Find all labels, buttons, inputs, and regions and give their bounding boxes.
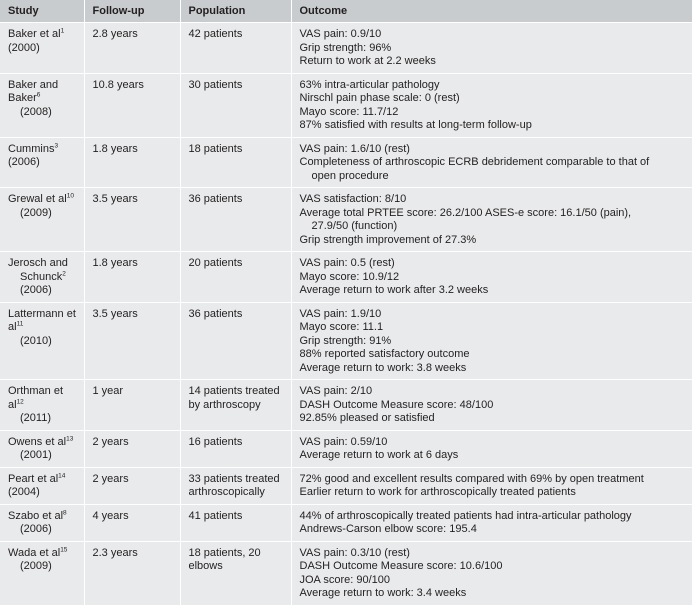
outcome-cell [291,380,692,431]
outcome-line: open procedure [311,169,389,182]
study-cell [0,188,84,252]
reference-number: 2 [62,269,66,277]
reference-number: 13 [66,434,74,442]
follow-up-cell: 2 years [84,430,180,467]
outcome-line: 27.9/50 (function) [311,220,398,232]
outcome-line: Grip strength improvement of 27.3% [299,233,477,246]
outcome-cell [291,467,692,504]
outcome-cell [291,23,692,74]
population-cell: 18 patients [180,137,291,188]
outcome-line: 88% reported satisfactory outcome [299,348,470,360]
follow-up-cell: 3.5 years [84,188,180,252]
outcome-cell [291,188,692,252]
reference-number: 12 [16,397,24,405]
reference-number: 15 [60,545,68,553]
outcome-line: Average return to work: 3.4 weeks [299,587,467,599]
study-cell [0,302,84,380]
outcome-cell [291,252,692,303]
outcome-line: Return to work at 2.2 weeks [299,55,436,67]
study-year: (2009) [20,206,52,219]
outcome-line: Completeness of arthroscopic ECRB debridement comparable to that of [299,156,650,168]
reference-number: 1 [60,27,65,35]
outcome-line: Average return to work: 3.8 weeks [299,361,467,374]
study-name: Jerosch and [8,257,68,269]
header-outcome: Outcome [291,0,692,23]
population-cell: 33 patients treated arthroscopically [180,467,291,504]
population-cell: 36 patients [180,302,291,380]
follow-up-cell: 10.8 years [84,73,180,137]
study-cell [0,23,84,74]
follow-up-cell: 4 years [84,504,180,541]
study-year: (2010) [20,334,52,347]
study-cell [0,504,84,541]
outcome-line: Andrews-Carson elbow score: 195.4 [299,523,477,535]
outcome-line: Average return to work after 3.2 weeks [299,284,489,296]
reference-number: 6 [36,91,41,99]
follow-up-cell: 3.5 years [84,302,180,380]
outcome-line: Earlier return to work for arthroscopically treated patients [299,486,576,498]
study-year: (2001) [20,449,52,461]
outcome-line: 87% satisfied with results at long-term follow-up [299,119,532,131]
outcome-line: Mayo score: 10.9/12 [299,270,400,283]
header-row [0,0,692,23]
table-row [0,252,692,303]
outcome-cell [291,302,692,380]
follow-up-cell: 2 years [84,467,180,504]
follow-up-cell: 1 year [84,380,180,431]
study-name: Wada et $al^{15}$ [8,545,68,559]
study-name: Peart et $al^{14}$ (2004) [8,471,66,498]
study-cell [0,73,84,137]
table-row [0,467,692,504]
population-cell: 20 patients [180,252,291,303]
study-year: (2011) [20,412,51,424]
outcome-line: 63% intra-articular pathology [299,78,440,91]
study-year: (2008) [20,105,52,118]
population-cell: 30 patients [180,73,291,137]
outcome-line: 92.85% pleased or satisfied [299,412,435,424]
outcome-cell [291,137,692,188]
population-cell: 36 patients [180,188,291,252]
outcome-cell [291,541,692,605]
study-year: (2009) [20,560,52,572]
outcome-line: VAS pain: 2/10 [299,385,373,397]
table-row [0,302,692,380]
study-cell [0,137,84,188]
population-cell: 16 patients [180,430,291,467]
study-name: Lattermann et $al^{11}$ [8,307,76,333]
table-row [0,430,692,467]
outcome-line: VAS pain: 0.59/10 [299,435,388,448]
study-cell [0,252,84,303]
header-follow-up: Follow-up [84,0,180,23]
population-cell: 18 patients, 20 elbows [180,541,291,605]
study-cell [0,541,84,605]
table-row [0,137,692,188]
outcome-line: 44% of arthroscopically treated patients had intra-articular pathology [299,509,632,522]
outcome-line: 72% good and excellent results compared with 69% by open treatment [299,472,644,485]
outcome-line: VAS satisfaction: 8/10 [299,193,407,205]
outcome-line: DASH Outcome Measure score: 48/100 [299,398,494,411]
outcome-line: VAS pain: 0.3/10 (rest) [299,546,410,559]
outcome-line: Average return to work at 6 days [299,449,459,461]
study-name: Cummins$^3$ (2006) [8,141,59,168]
study-name: Owens et $al^{13}$ [8,434,74,448]
table-row [0,23,692,74]
reference-number: 8 [63,508,67,516]
population-cell: 14 patients treated by arthroscopy [180,380,291,431]
study-cell [0,430,84,467]
study-name: Baker et $al^1$ (2000) [8,27,65,54]
table-row [0,188,692,252]
study-name: Orthman et $al^{12}$ [8,385,64,411]
study-cell [0,380,84,431]
reference-number: 11 [16,320,24,328]
outcome-line: VAS pain: 1.9/10 [299,307,382,320]
outcome-line: Mayo score: 11.1 [299,321,384,333]
follow-up-cell: 1.8 years [84,137,180,188]
outcome-line: Average total PRTEE score: 26.2/100 ASES-e score: 16.1/50 (pain), [299,206,632,219]
outcome-line: VAS pain: 0.5 (rest) [299,257,395,269]
outcome-line: JOA score: 90/100 [299,573,390,586]
reference-number: 10 [66,192,74,200]
follow-up-cell: 2.8 years [84,23,180,74]
table-row [0,541,692,605]
outcome-line: Nirschl pain phase scale: 0 (rest) [299,92,460,104]
study-name: Szabo et $al^8$ [8,508,67,522]
outcome-line: Grip strength: 91% [299,334,392,347]
follow-up-cell: 2.3 years [84,541,180,605]
population-cell: 42 patients [180,23,291,74]
header-population: Population [180,0,291,23]
outcome-line: DASH Outcome Measure score: 10.6/100 [299,560,503,572]
follow-up-cell: 1.8 years [84,252,180,303]
study-year: (2006) [20,523,52,535]
outcome-line: Grip strength: 96% [299,41,392,54]
outcome-cell [291,430,692,467]
table-row [0,504,692,541]
table-row [0,380,692,431]
study-name-cont: Schunck$^2$ (2006) [20,269,66,296]
study-name: Grewal et $al^{10}$ [8,192,74,205]
reference-number: 14 [58,471,66,479]
study-cell [0,467,84,504]
header-study: Study [0,0,84,23]
outcome-cell [291,504,692,541]
study-name: Baker and Baker$^6$ [8,78,59,104]
outcome-line: Mayo score: 11.7/12 [299,105,399,118]
population-cell: 41 patients [180,504,291,541]
outcome-cell [291,73,692,137]
outcome-line: VAS pain: 0.9/10 [299,28,382,40]
table-row [0,73,692,137]
outcome-line: VAS pain: 1.6/10 (rest) [299,142,410,155]
reference-number: 3 [54,141,59,149]
